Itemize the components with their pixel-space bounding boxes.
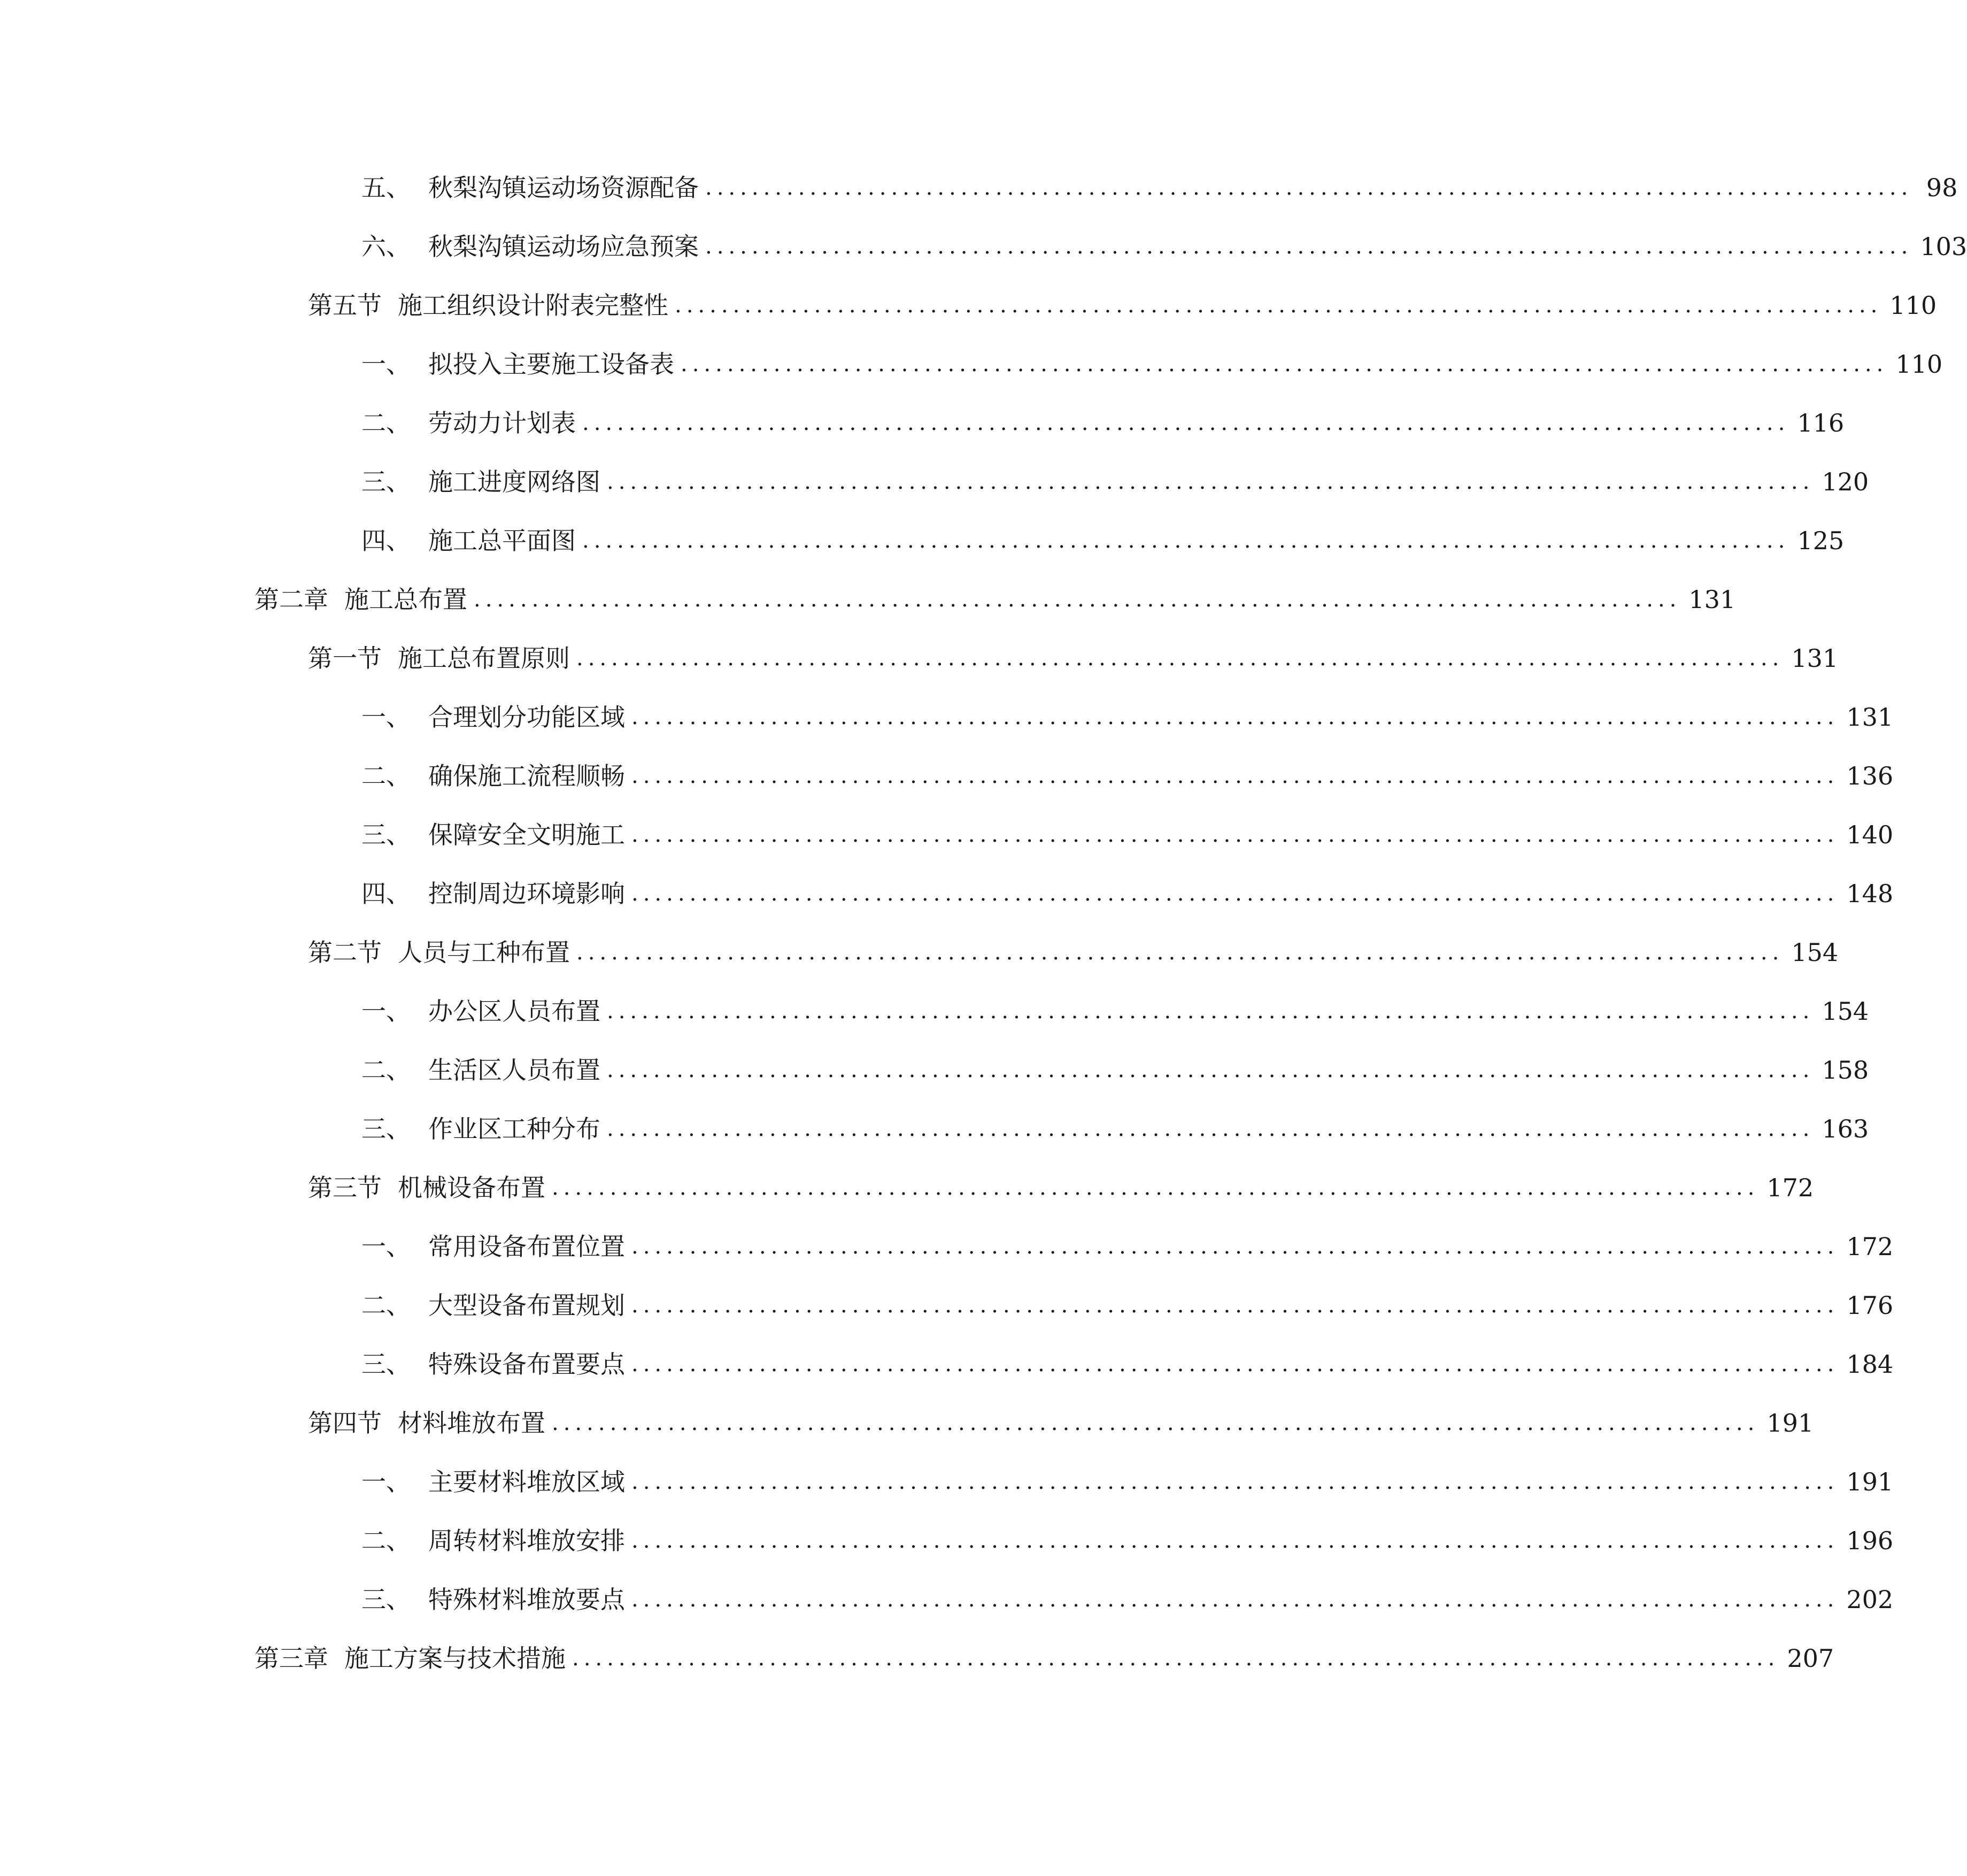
dot-leader: ........................................................................................................ <box>607 999 1815 1024</box>
entry-title: 常用设备布置位置 <box>428 1232 625 1261</box>
entry-page-number: 131 <box>1791 644 1839 673</box>
dot-leader: ........................................................................................................ <box>576 940 1784 965</box>
toc-entry[interactable] <box>361 1460 1894 1503</box>
entry-title: 特殊设备布置要点 <box>428 1350 625 1379</box>
entry-page-number: 125 <box>1797 526 1845 555</box>
entry-number: 一、 <box>361 350 411 379</box>
dot-leader: ........................................................................................................ <box>582 411 1790 435</box>
entry-title: 生活区人员布置 <box>428 1056 600 1085</box>
toc-entry[interactable] <box>361 460 1869 503</box>
dot-leader: ........................................................................................................ <box>607 1117 1815 1141</box>
dot-leader: ........................................................................................................ <box>675 293 1883 318</box>
entry-number: 三、 <box>361 1350 411 1379</box>
dot-leader: ........................................................................................................ <box>705 234 1913 259</box>
entry-number: 第一节 <box>308 644 382 673</box>
dot-leader: ........................................................................................................ <box>582 528 1790 553</box>
entry-title: 保障安全文明施工 <box>428 820 625 849</box>
toc-entry[interactable] <box>361 1284 1894 1327</box>
entry-title: 施工总布置原则 <box>398 644 570 673</box>
entry-title: 确保施工流程顺畅 <box>428 762 625 790</box>
entry-page-number: 176 <box>1846 1291 1894 1320</box>
entry-title: 施工总平面图 <box>428 526 576 555</box>
entry-title: 合理划分功能区域 <box>428 703 625 732</box>
toc-entry[interactable] <box>308 637 1839 680</box>
entry-number: 二、 <box>361 409 411 437</box>
entry-page-number: 154 <box>1791 938 1839 967</box>
toc-entry[interactable] <box>361 1049 1869 1091</box>
dot-leader: ........................................................................................................ <box>705 175 1913 200</box>
dot-leader: ........................................................................................................ <box>631 1352 1839 1377</box>
entry-title: 人员与工种布置 <box>398 938 570 967</box>
entry-page-number: 116 <box>1797 409 1845 437</box>
entry-page-number: 184 <box>1846 1350 1894 1379</box>
entry-page-number: 110 <box>1889 291 1937 320</box>
entry-page-number: 131 <box>1846 703 1894 732</box>
dot-leader: ........................................................................................................ <box>576 646 1784 671</box>
entry-number: 第四节 <box>308 1409 382 1437</box>
dot-leader: ........................................................................................................ <box>607 470 1815 494</box>
entry-page-number: 191 <box>1767 1409 1814 1437</box>
toc-entry[interactable] <box>361 696 1894 739</box>
entry-page-number: 103 <box>1920 232 1967 261</box>
entry-title: 大型设备布置规划 <box>428 1291 625 1320</box>
entry-number: 一、 <box>361 1467 411 1496</box>
entry-page-number: 140 <box>1846 820 1894 849</box>
entry-page-number: 163 <box>1822 1114 1869 1143</box>
entry-page-number: 196 <box>1846 1526 1894 1555</box>
entry-number: 二、 <box>361 1056 411 1085</box>
entry-title: 施工进度网络图 <box>428 467 600 496</box>
toc-entry[interactable] <box>361 166 1958 209</box>
entry-title: 施工总布置 <box>344 585 467 614</box>
entry-title: 办公区人员布置 <box>428 997 600 1026</box>
entry-title: 施工组织设计附表完整性 <box>398 291 668 320</box>
entry-title: 施工方案与技术措施 <box>344 1644 566 1673</box>
toc-entry[interactable] <box>254 1637 1834 1680</box>
entry-number: 三、 <box>361 1585 411 1614</box>
entry-number: 第三章 <box>254 1644 328 1673</box>
entry-number: 一、 <box>361 1232 411 1261</box>
toc-entry[interactable] <box>361 225 1967 268</box>
toc-entry[interactable] <box>361 1578 1894 1621</box>
entry-number: 三、 <box>361 820 411 849</box>
entry-page-number: 172 <box>1767 1173 1814 1202</box>
dot-leader: ........................................................................................................ <box>607 1058 1815 1082</box>
entry-number: 一、 <box>361 997 411 1026</box>
entry-page-number: 158 <box>1822 1056 1869 1085</box>
dot-leader: ........................................................................................................ <box>631 822 1839 847</box>
entry-number: 二、 <box>361 762 411 790</box>
dot-leader: ........................................................................................................ <box>631 705 1839 729</box>
entry-number: 第二章 <box>254 585 328 614</box>
dot-leader: ........................................................................................................ <box>631 1293 1839 1318</box>
toc-entry[interactable] <box>361 1343 1894 1386</box>
toc-entry[interactable] <box>308 931 1839 974</box>
dot-leader: ........................................................................................................ <box>474 587 1681 612</box>
entry-title: 劳动力计划表 <box>428 409 576 437</box>
dot-leader: ........................................................................................................ <box>631 1587 1839 1612</box>
entry-page-number: 110 <box>1895 350 1943 379</box>
entry-number: 二、 <box>361 1526 411 1555</box>
entry-title: 特殊材料堆放要点 <box>428 1585 625 1614</box>
dot-leader: ........................................................................................................ <box>631 881 1839 906</box>
entry-number: 六、 <box>361 232 411 261</box>
toc-entry[interactable] <box>361 755 1894 797</box>
toc-entry[interactable] <box>361 519 1845 562</box>
toc-entry[interactable] <box>361 343 1943 386</box>
entry-page-number: 120 <box>1822 467 1869 496</box>
toc-entry[interactable] <box>308 1166 1814 1209</box>
entry-title: 周转材料堆放安排 <box>428 1526 625 1555</box>
dot-leader: ........................................................................................................ <box>631 1470 1839 1494</box>
dot-leader: ........................................................................................................ <box>552 1411 1760 1435</box>
entry-page-number: 148 <box>1846 879 1894 908</box>
entry-page-number: 172 <box>1846 1232 1894 1261</box>
dot-leader: ........................................................................................................ <box>552 1175 1760 1200</box>
entry-title: 拟投入主要施工设备表 <box>428 350 674 379</box>
entry-number: 四、 <box>361 526 411 555</box>
toc-entry[interactable] <box>361 402 1845 444</box>
dot-leader: ........................................................................................................ <box>572 1646 1780 1671</box>
toc-entry[interactable] <box>361 1108 1869 1150</box>
entry-number: 一、 <box>361 703 411 732</box>
entry-page-number: 136 <box>1846 762 1894 790</box>
entry-page-number: 131 <box>1688 585 1736 614</box>
entry-title: 控制周边环境影响 <box>428 879 625 908</box>
entry-number: 三、 <box>361 1114 411 1143</box>
entry-number: 五、 <box>361 173 411 202</box>
entry-number: 二、 <box>361 1291 411 1320</box>
dot-leader: ........................................................................................................ <box>631 1234 1839 1259</box>
entry-page-number: 202 <box>1846 1585 1894 1614</box>
entry-title: 作业区工种分布 <box>428 1114 600 1143</box>
dot-leader: ........................................................................................................ <box>631 1528 1839 1553</box>
entry-title: 秋梨沟镇运动场应急预案 <box>428 232 699 261</box>
toc-entry[interactable] <box>361 1519 1894 1562</box>
dot-leader: ........................................................................................................ <box>681 352 1888 376</box>
toc-entry[interactable] <box>254 578 1736 621</box>
entry-title: 主要材料堆放区域 <box>428 1467 625 1496</box>
toc-entry[interactable] <box>308 1402 1814 1444</box>
entry-title: 材料堆放布置 <box>398 1409 545 1437</box>
entry-page-number: 207 <box>1787 1644 1834 1673</box>
toc-entry[interactable] <box>361 990 1869 1033</box>
entry-page-number: 154 <box>1822 997 1869 1026</box>
entry-number: 第二节 <box>308 938 382 967</box>
toc-entry[interactable] <box>308 284 1937 327</box>
entry-number: 第三节 <box>308 1173 382 1202</box>
dot-leader: ........................................................................................................ <box>631 764 1839 788</box>
toc-entry[interactable] <box>361 1225 1894 1268</box>
entry-number: 四、 <box>361 879 411 908</box>
entry-number: 第五节 <box>308 291 382 320</box>
toc-entry[interactable] <box>361 872 1894 915</box>
entry-title: 秋梨沟镇运动场资源配备 <box>428 173 699 202</box>
entry-number: 三、 <box>361 467 411 496</box>
toc-entry[interactable] <box>361 813 1894 856</box>
entry-page-number: 98 <box>1926 173 1958 202</box>
entry-page-number: 191 <box>1846 1467 1894 1496</box>
entry-title: 机械设备布置 <box>398 1173 545 1202</box>
